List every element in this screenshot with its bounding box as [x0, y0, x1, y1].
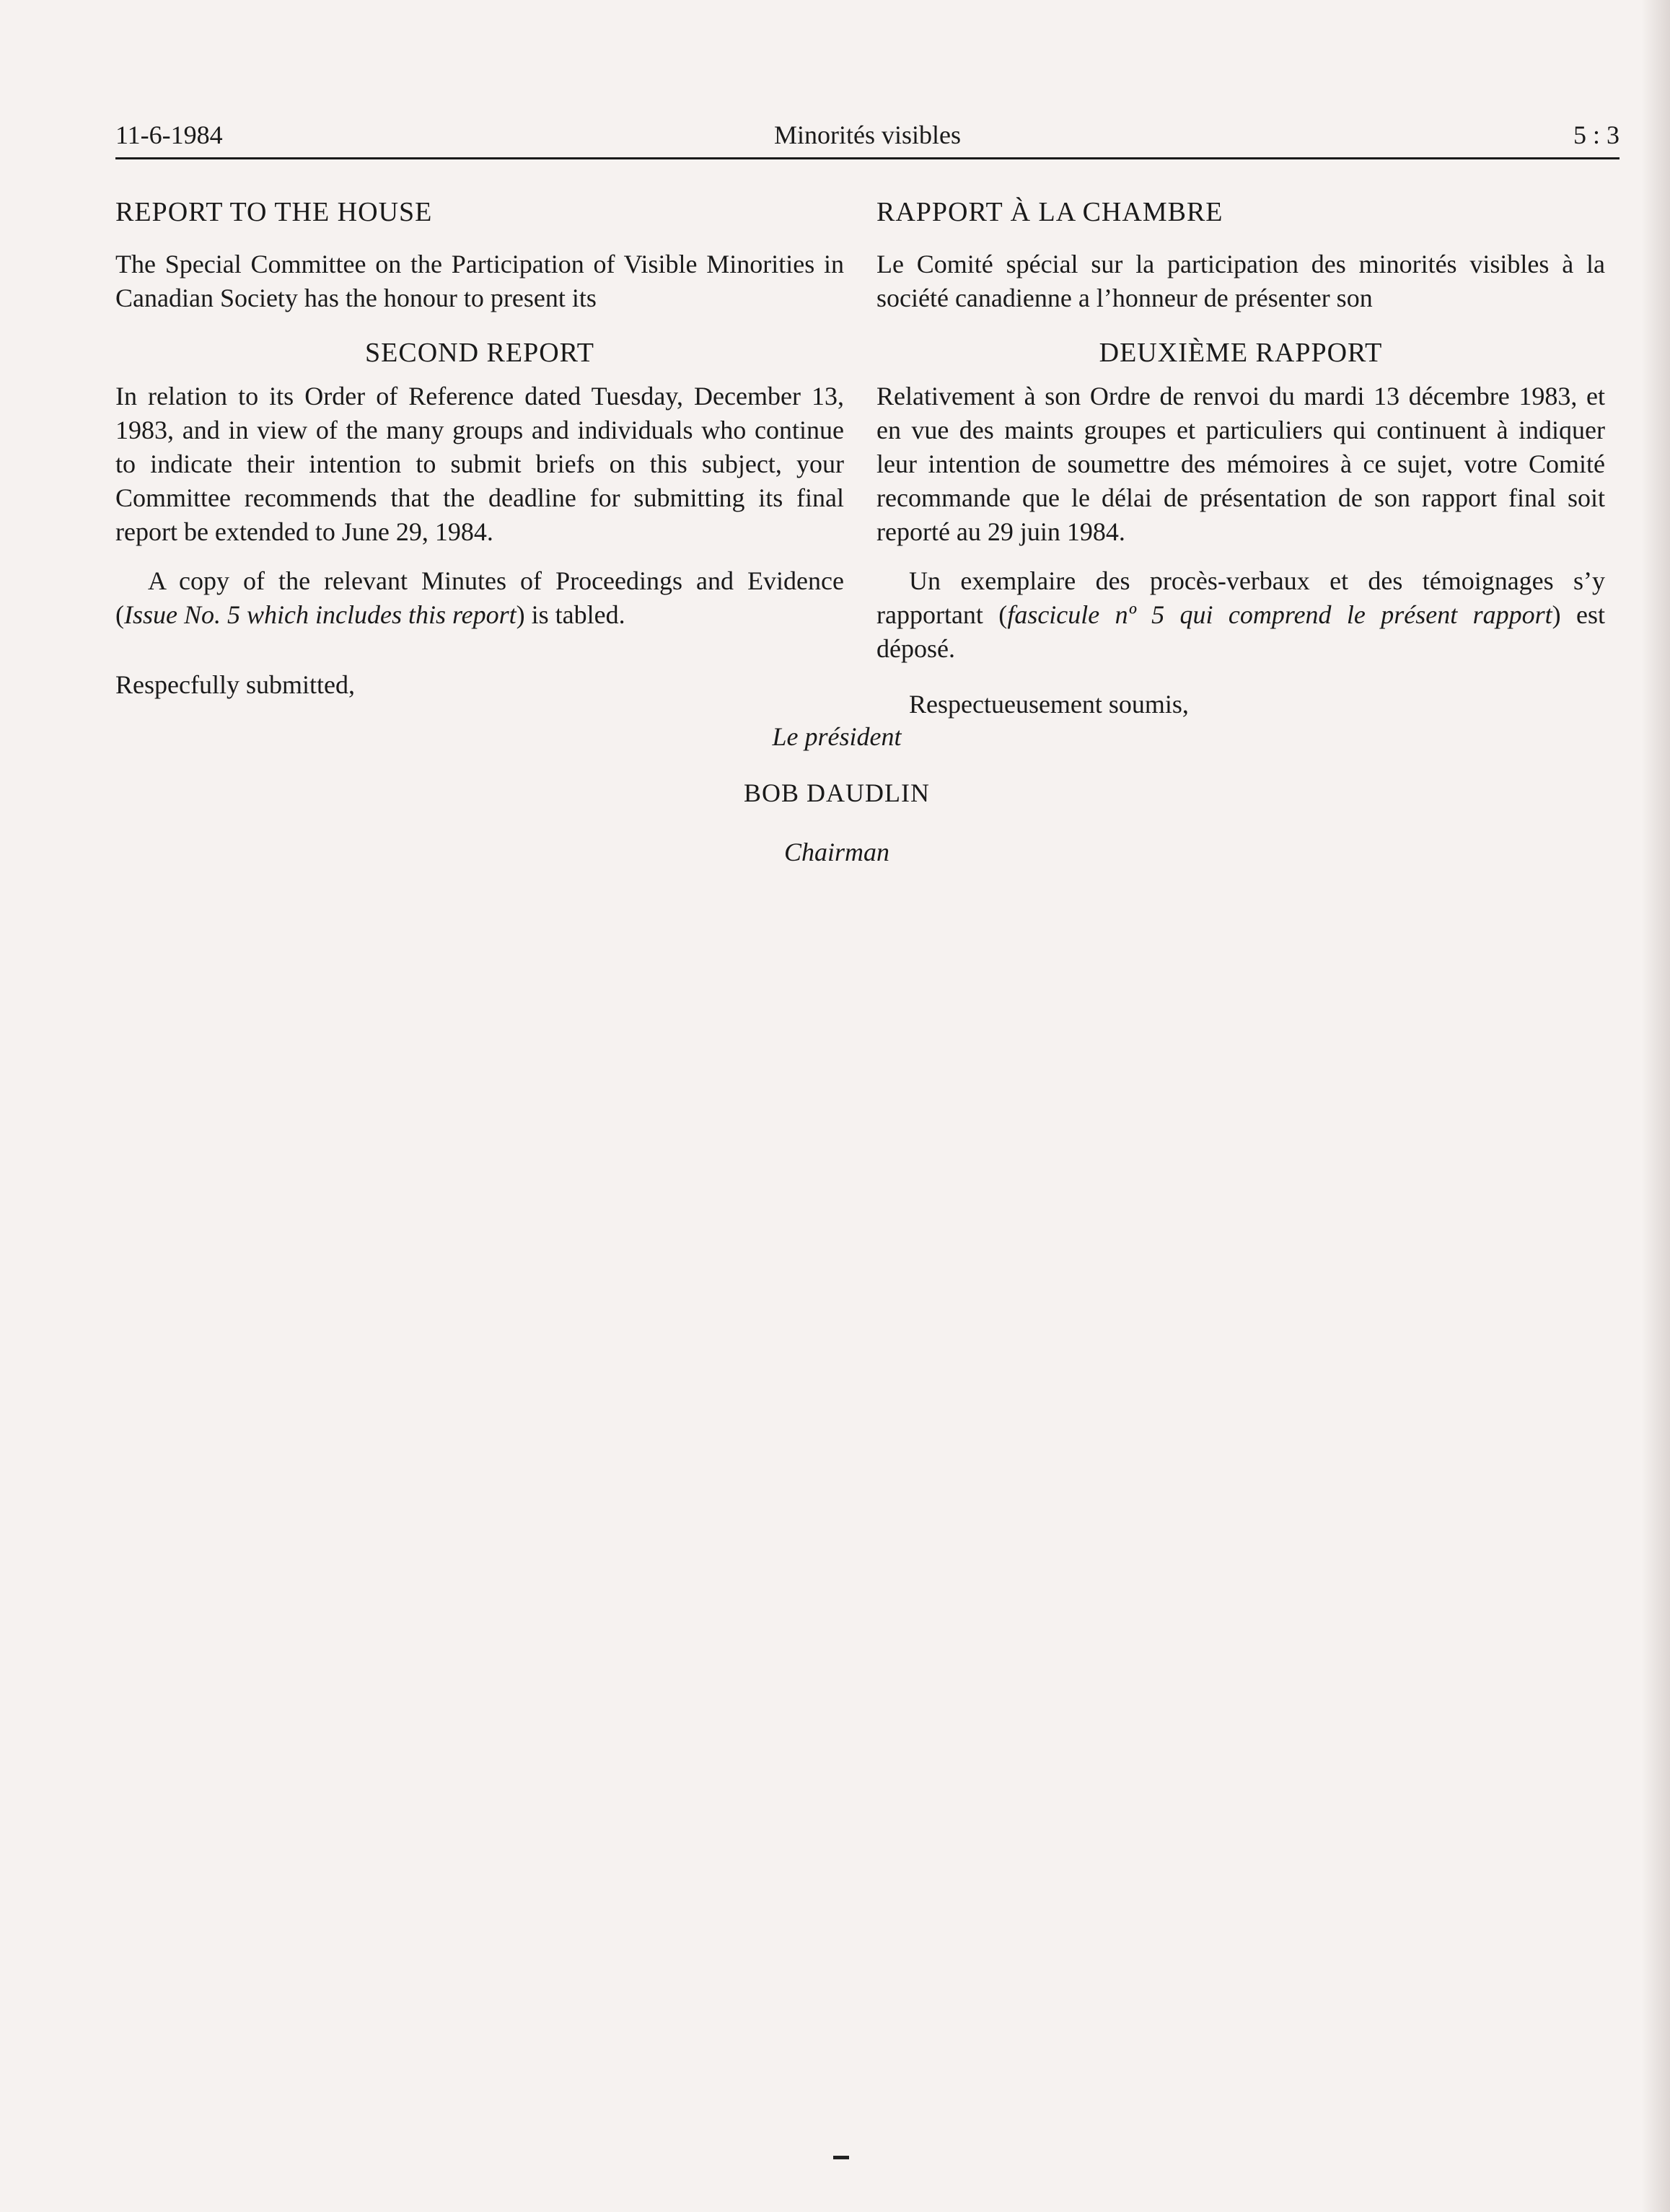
french-column	[876, 195, 1605, 721]
signature-title-en: Chairman	[783, 838, 890, 866]
page-mark	[833, 2156, 849, 2159]
english-heading: REPORT TO THE HOUSE	[115, 197, 433, 227]
french-intro: Le Comité spécial sur la participation des minorités visibles à la société canadienne a l’honneur de présenter son	[876, 250, 1605, 313]
page-edge-shadow	[1641, 0, 1670, 2212]
french-issue-ref: fascicule nº 5 qui comprend le présent rapport	[1007, 600, 1552, 630]
french-report-title: DEUXIÈME RAPPORT	[1099, 337, 1383, 368]
signature-name: BOB DAUDLIN	[744, 778, 930, 807]
french-copy-paragraph: Un exemplaire des procès-verbaux et des témoignages s’y rapportant (fascicule nº 5 qui comprend le présent rapport) est déposé.	[876, 566, 1605, 663]
header-title: Minorités visibles	[774, 120, 961, 149]
signature-title-fr: Le président	[772, 722, 902, 751]
french-heading: RAPPORT À LA CHAMBRE	[876, 197, 1223, 227]
english-report-title: SECOND REPORT	[365, 337, 594, 368]
french-signoff: Respectueusement soumis,	[909, 689, 1189, 719]
english-signoff: Respecfully submitted,	[115, 670, 355, 699]
french-body: Relativement à son Ordre de renvoi du mardi 13 décembre 1983, et en vue des maints groupes et particuliers qui continuent à indiquer leur intention de soumettre des mémoires à ce sujet, votre Comité recommande que le délai de présentation de son rapport final soit reporté au 29 juin 1984.	[876, 382, 1605, 546]
english-body: In relation to its Order of Reference dated Tuesday, December 13, 1983, and in view of the many groups and individuals who continue to indicate their intention to submit briefs on this subject, your Committee recommends that the deadline for submitting its final report be extended to June 29, 1984.	[115, 382, 844, 546]
header-date: 11-6-1984	[115, 120, 223, 149]
english-column	[115, 195, 844, 702]
english-intro: The Special Committee on the Participation of Visible Minorities in Canadian Society has the honour to present its	[115, 250, 844, 313]
header-page-number: 5 : 3	[1573, 120, 1620, 149]
english-copy-paragraph: A copy of the relevant Minutes of Proceedings and Evidence (Issue No. 5 which includes this report) is tabled.	[115, 566, 844, 630]
page-header	[115, 114, 1620, 159]
english-issue-ref: Issue No. 5 which includes this report	[124, 600, 517, 630]
